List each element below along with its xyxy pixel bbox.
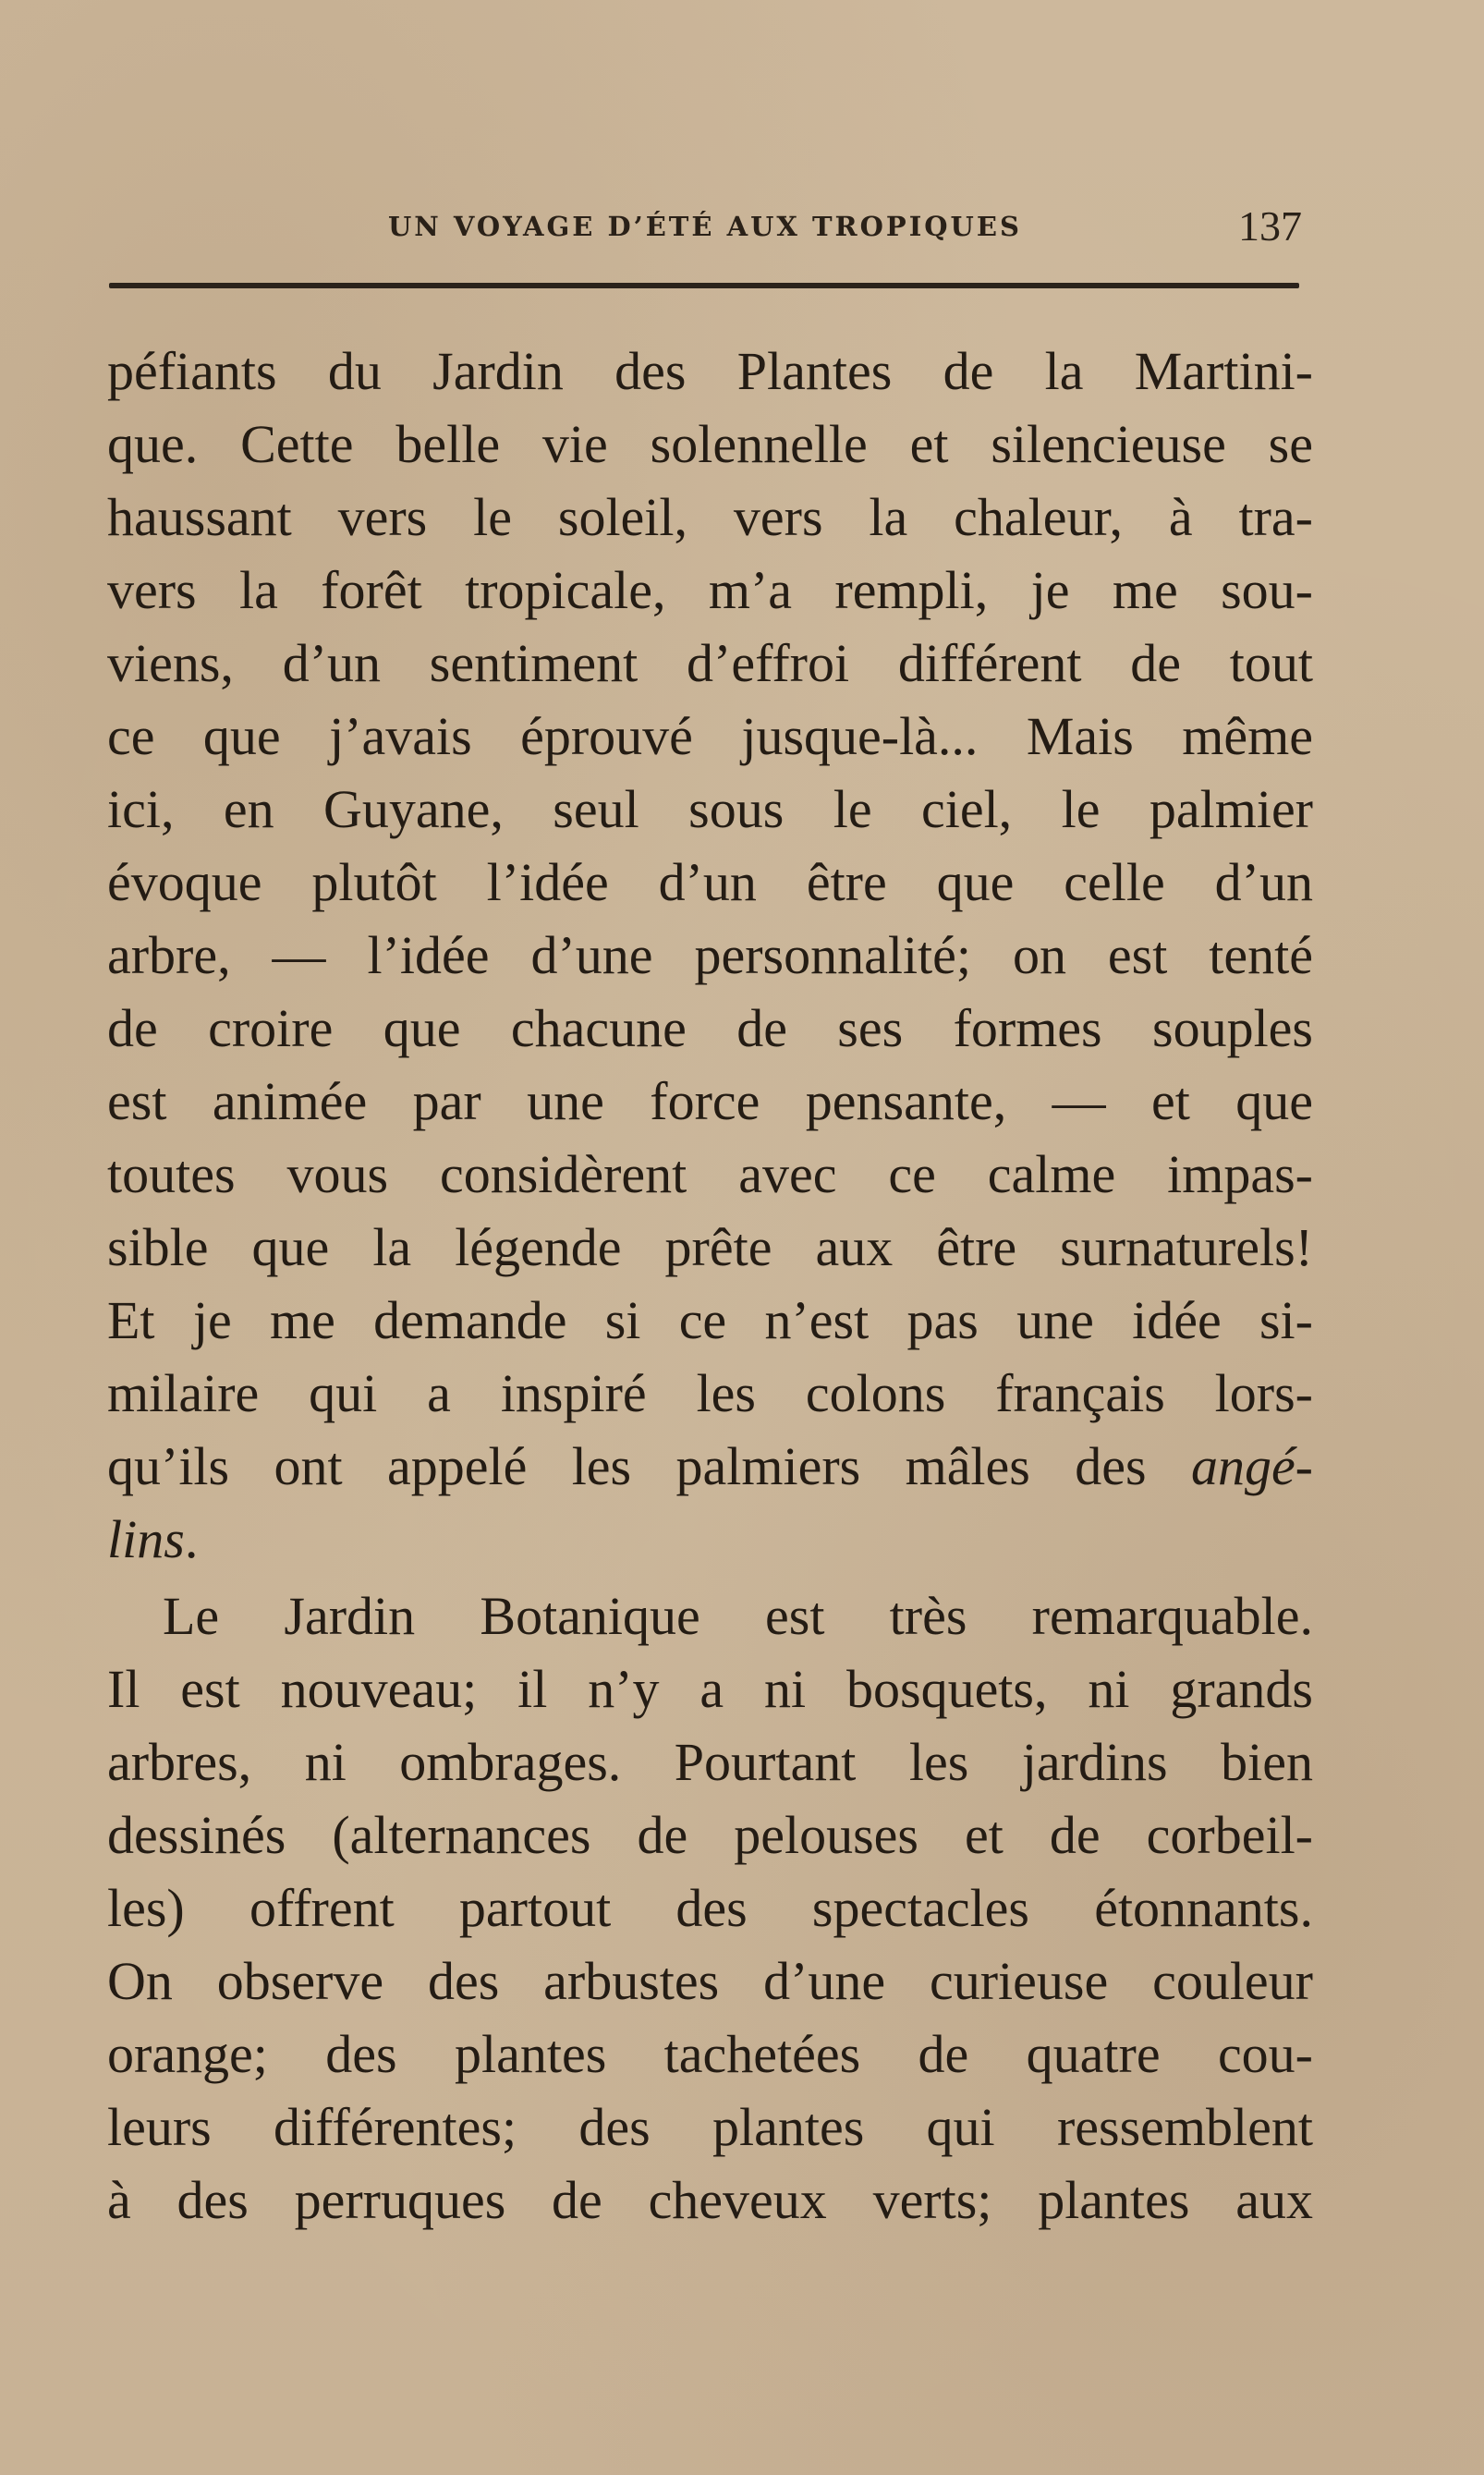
text-line: On observe des arbustes d’une curieuse couleur — [107, 1951, 1313, 2011]
text-line: milaire qui a inspiré les colons français lors- — [107, 1363, 1313, 1423]
text-line: est animée par une force pensante, — et que — [107, 1071, 1313, 1131]
text-line — [107, 1430, 1313, 1503]
italic-run: angé- — [1190, 1436, 1313, 1496]
paragraph-2 — [107, 1579, 1313, 2237]
text-line: les) offrent partout des spectacles étonnants. — [107, 1878, 1313, 1938]
italic-run: lins — [107, 1509, 185, 1569]
text-run: qu’ils ont appelé les palmiers mâles des — [107, 1436, 1191, 1496]
text-line: évoque plutôt l’idée d’un être que celle d’un — [107, 852, 1313, 912]
text-line: arbres, ni ombrages. Pourtant les jardins bien — [107, 1732, 1313, 1792]
text-line — [107, 1503, 1313, 1576]
text-line: Et je me demande si ce n’est pas une idée si- — [107, 1290, 1313, 1350]
text-line: sible que la légende prête aux être surnaturels! — [107, 1217, 1313, 1277]
text-line: toutes vous considèrent avec ce calme impas- — [107, 1144, 1313, 1204]
header-rule — [109, 283, 1299, 288]
text-line: arbre, — l’idée d’une personnalité; on est tenté — [107, 925, 1313, 985]
text-line: à des perruques de cheveux verts; plantes aux — [107, 2170, 1313, 2230]
text-line: dessinés (alternances de pelouses et de corbeil- — [107, 1805, 1313, 1865]
text-line: ici, en Guyane, seul sous le ciel, le palmier — [107, 779, 1313, 839]
text-line: orange; des plantes tachetées de quatre cou- — [107, 2024, 1313, 2084]
text-line: ce que j’avais éprouvé jusque-là... Mais même — [107, 706, 1313, 766]
text-line: péfiants du Jardin des Plantes de la Martini- — [107, 341, 1313, 401]
text-line: leurs différentes; des plantes qui ressemblent — [107, 2097, 1313, 2157]
paragraph-1 — [107, 335, 1313, 1576]
text-line: vers la forêt tropicale, m’a rempli, je me sou- — [107, 560, 1313, 620]
text-line: haussant vers le soleil, vers la chaleur, à tra- — [107, 487, 1313, 547]
text-line: Il est nouveau; il n’y a ni bosquets, ni grands — [107, 1659, 1313, 1719]
body-text — [107, 335, 1313, 2237]
page-number: 137 — [1238, 202, 1302, 250]
text-line: que. Cette belle vie solennelle et silencieuse se — [107, 414, 1313, 474]
running-head: UN VOYAGE D’ÉTÉ AUX TROPIQUES — [388, 211, 1022, 242]
text-run: . — [184, 1509, 199, 1569]
text-line: viens, d’un sentiment d’effroi différent de tout — [107, 633, 1313, 693]
text-line: Le Jardin Botanique est très remarquable. — [163, 1586, 1313, 1646]
text-line: de croire que chacune de ses formes souples — [107, 998, 1313, 1058]
